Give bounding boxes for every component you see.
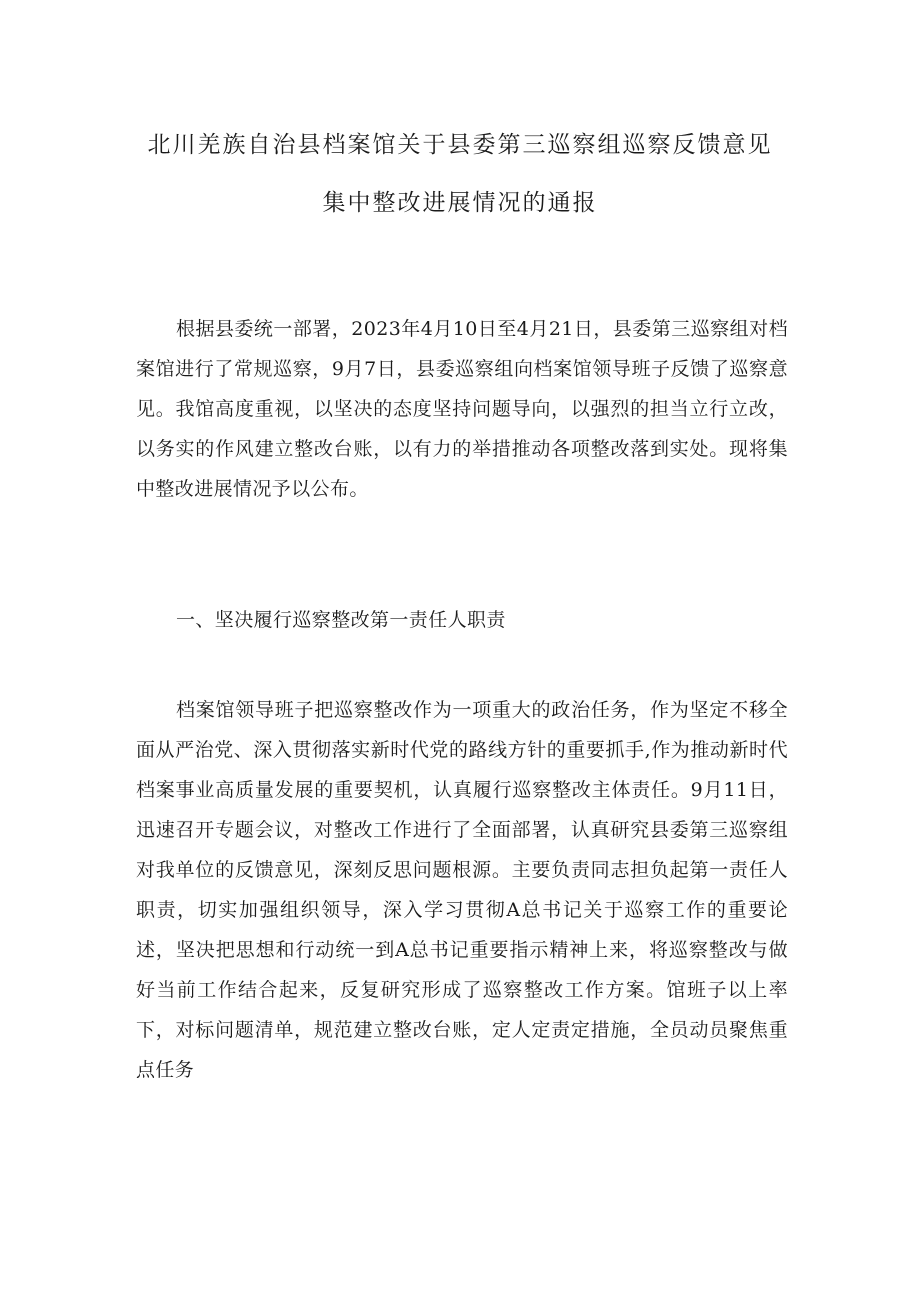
intro-paragraph: 根据县委统一部署，2023年4月10日至4月21日，县委第三巡察组对档案馆进行了常规巡察，9月7日，县委巡察组向档案馆领导班子反馈了巡察意见。我馆高度重视，以坚决的态度坚持问题导向，以强烈的担当立行立改，以务实的作风建立整改台账，以有力的举措推动各项整改落到实处。现将集中整改进展情况予以公布。 [136, 318, 788, 500]
section-1-paragraph: 档案馆领导班子把巡察整改作为一项重大的政治任务，作为坚定不移全面从严治党、深入贯彻落实新时代党的路线方针的重要抓手,作为推动新时代档案事业高质量发展的重要契机，认真履行巡察整改主体责任。9月11日，迅速召开专题会议，对整改工作进行了全面部署，认真研究县委第三巡察组对我单位的反馈意见，深刻反思问题根源。主要负责同志担负起第一责任人职责，切实加强组织领导，深入学习贯彻A总书记关于巡察工作的重要论述，坚决把思想和行动统一到A总书记重要指示精神上来，将巡察整改与做好当前工作结合起来，反复研究形成了巡察整改工作方案。馆班子以上率下，对标问题清单，规范建立整改台账，定人定责定措施，全员动员聚焦重点任务 [136, 699, 788, 1081]
section-1-heading: 一、坚决履行巡察整改第一责任人职责 [176, 609, 506, 631]
document-title-line-2: 集中整改进展情况的通报 [322, 190, 598, 216]
document-title-line-1: 北川羌族自治县档案馆关于县委第三巡察组巡察反馈意见 [147, 132, 773, 158]
